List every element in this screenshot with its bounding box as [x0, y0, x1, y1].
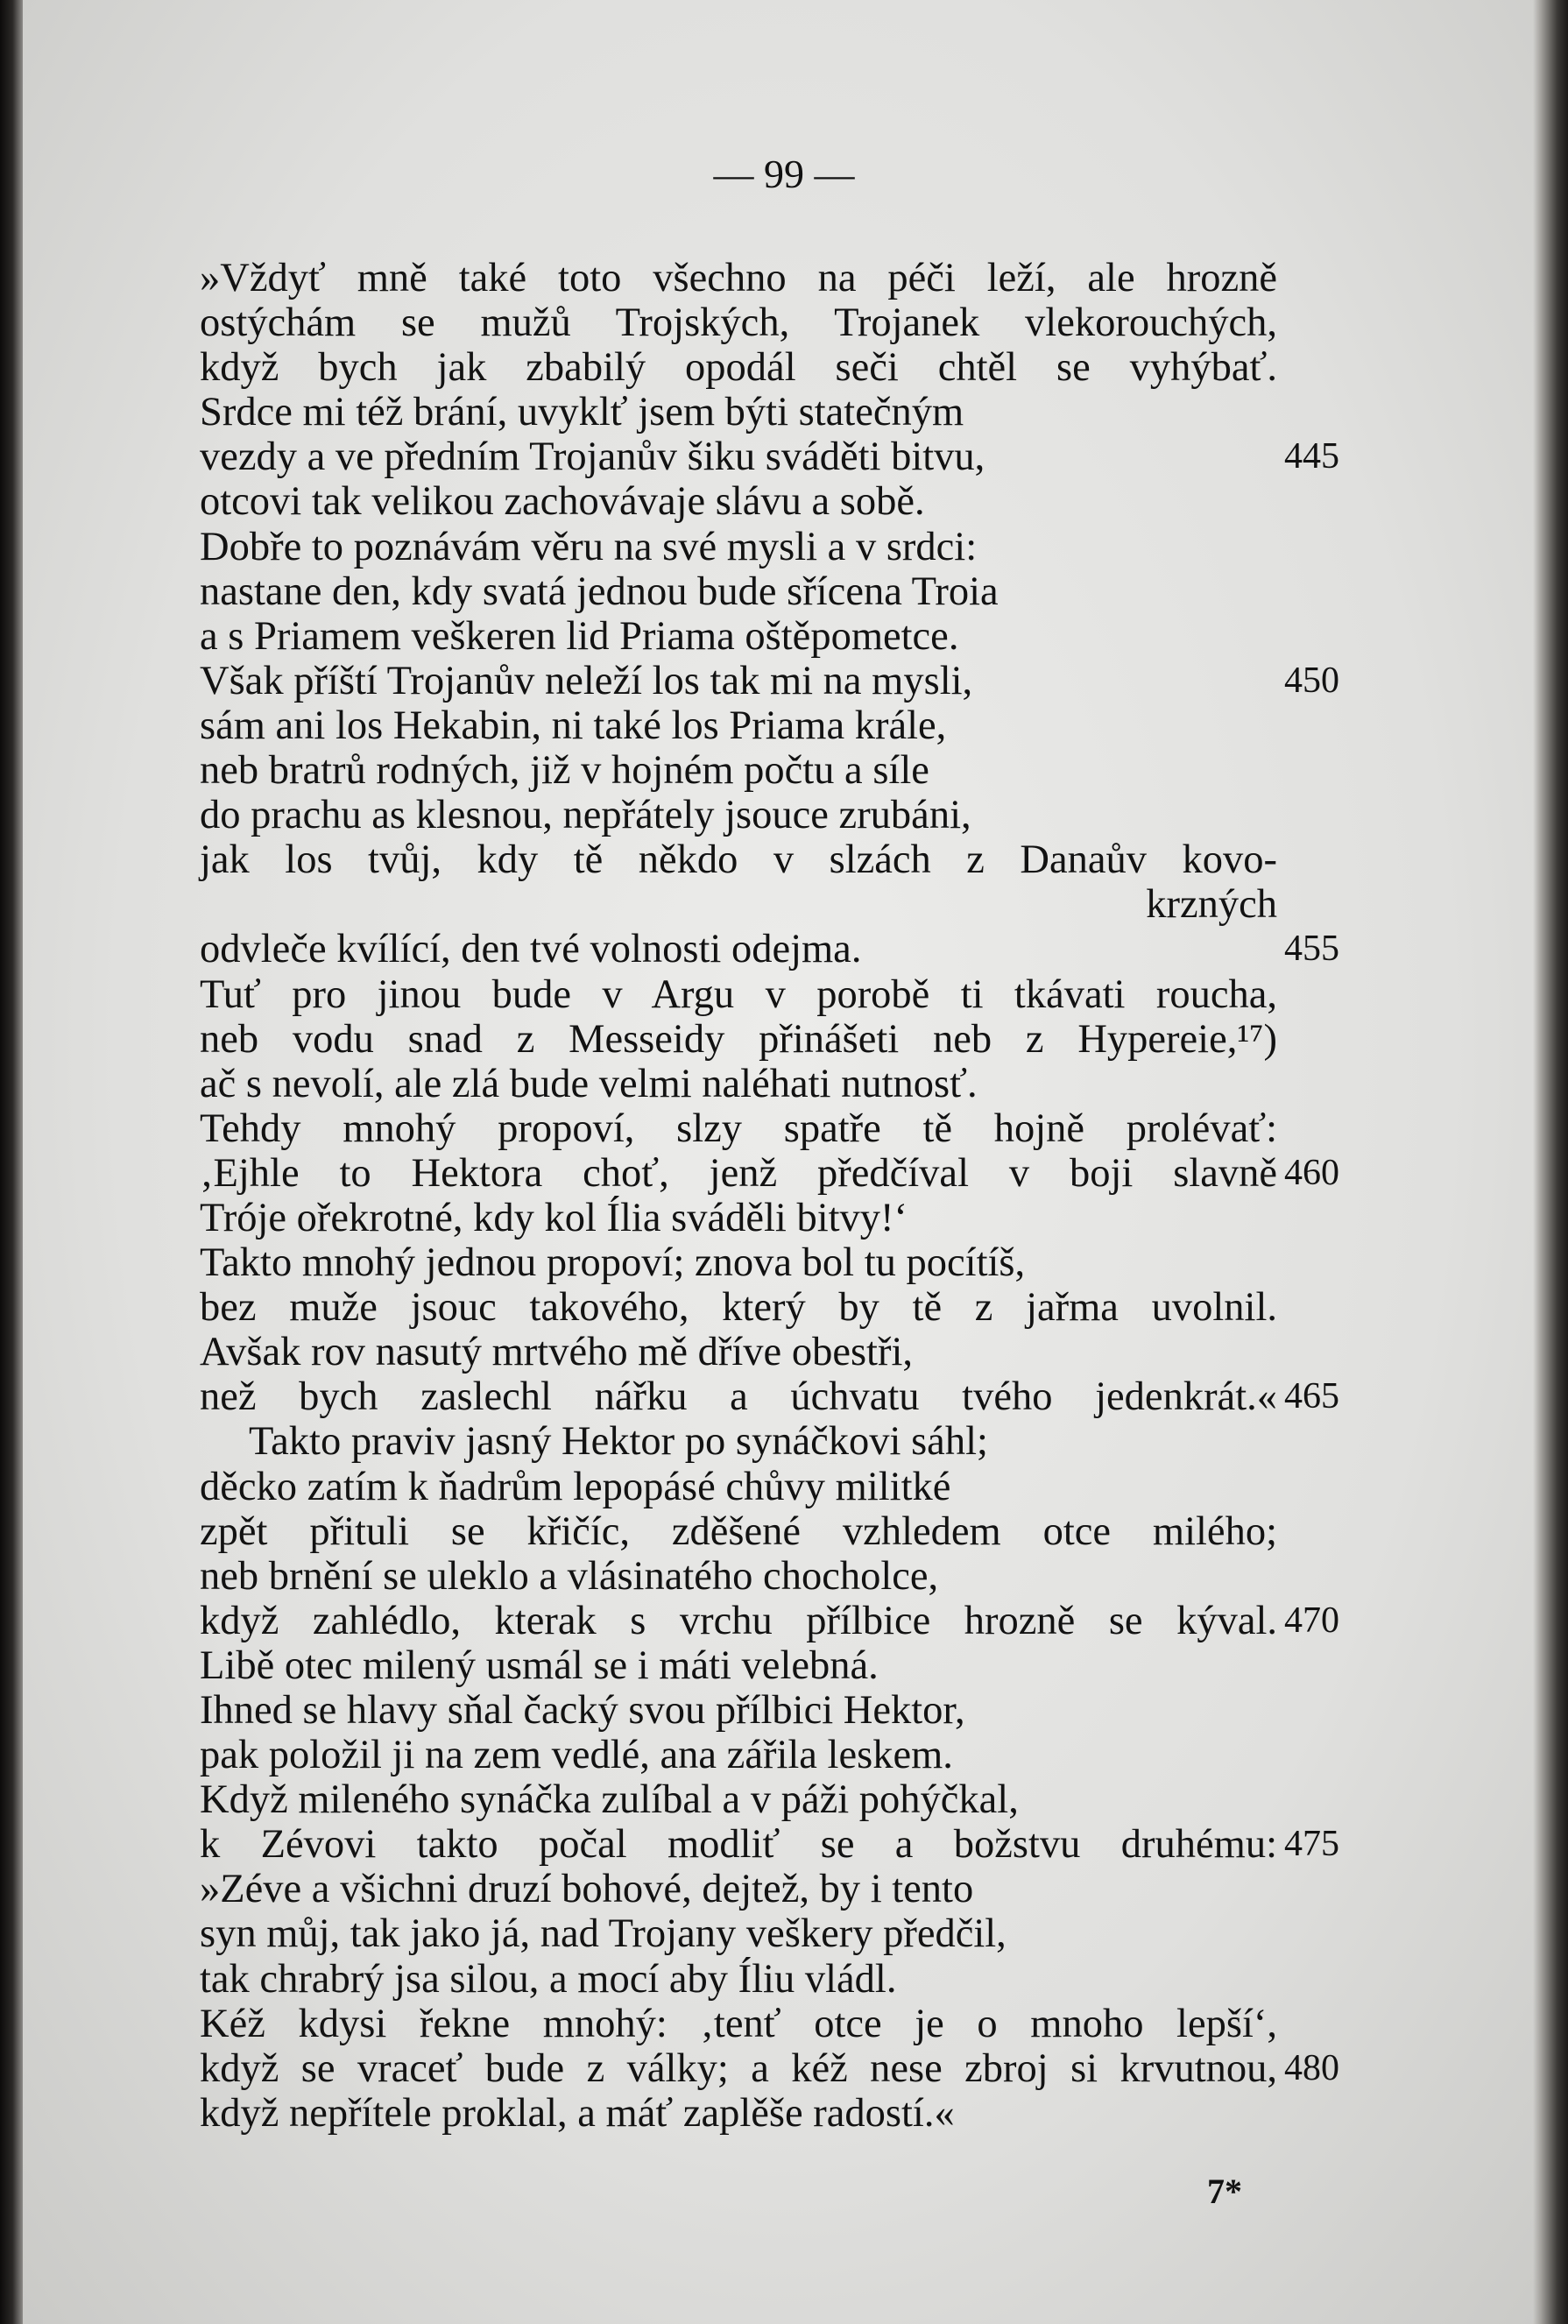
verse-line: [200, 1017, 1568, 1062]
verse-line: [200, 1822, 1568, 1867]
verse-line-text: Takto mnohý jednou propoví; znova bol tu pocítíš,: [200, 1240, 1026, 1286]
verse-line-text: ač s nevolí, ale zlá bude velmi naléhati nutnosť.: [200, 1061, 978, 1106]
verse-line-text: Libě otec milený usmál se i máti velebná.: [200, 1642, 879, 1688]
line-number: 445: [1284, 436, 1339, 477]
verse-line-text: syn můj, tak jako já, nad Trojany veškery předčil,: [200, 1911, 1006, 1957]
line-number: 455: [1284, 929, 1339, 970]
verse-line: [200, 1957, 1568, 2002]
verse-line-text: bez muže jsouc takového, který by tě z jařma uvolnil.: [200, 1285, 1277, 1331]
line-number: 465: [1284, 1376, 1339, 1417]
verse-line-text: ‚Ejhle to Hektora choť, jenž předčíval v boji slavně: [200, 1150, 1277, 1196]
verse-line: [200, 1240, 1568, 1285]
verse-line: [200, 256, 1568, 300]
verse-line: [200, 1554, 1568, 1599]
verse-line-text: »Vždyť mně také toto všechno na péči leží, ale hrozně: [200, 256, 1277, 300]
verse-line-text: ostýchám se mužů Trojských, Trojanek vlekorouchých,: [200, 300, 1277, 346]
verse-line-text: neb vodu snad z Messeidy přinášeti neb z Hypereie,¹⁷): [200, 1016, 1277, 1062]
verse-line-text: do prachu as klesnou, nepřátely jsouce zrubáni,: [200, 793, 971, 838]
verse-line-text: k Zévovi takto počal modliť se a božstvu druhému:: [200, 1822, 1277, 1868]
verse-line: [200, 1196, 1568, 1240]
verse-line: [200, 2046, 1568, 2091]
verse-line-text: sám ani los Hekabin, ni také los Priama krále,: [200, 703, 947, 748]
line-number: 460: [1284, 1152, 1339, 1193]
verse-line: [200, 300, 1568, 345]
verse-line-text: Kéž kdysi řekne mnohý: ‚tenť otce je o mnoho lepší‘,: [200, 2001, 1277, 2046]
verse-line-text: Tehdy mnohý propoví, slzy spatře tě hojně prolévať:: [200, 1105, 1277, 1151]
verse-line-text: když nepřítele proklal, a máť zaplěše radostí.«: [200, 2090, 955, 2136]
verse-line-text: Dobře to poznávám věru na své mysli a v srdci:: [200, 524, 978, 569]
verse-line: [200, 1777, 1568, 1822]
verse-line: [200, 1374, 1568, 1419]
verse-line: [200, 2091, 1568, 2136]
verse-line: [200, 1419, 1568, 1464]
verse-line-text: zpět přituli se křičíc, zděšené vzhledem otce milého;: [200, 1508, 1277, 1554]
verse-line: [200, 1465, 1568, 1509]
verse-line-text: krzných: [1146, 882, 1277, 928]
verse-line: [200, 1285, 1568, 1330]
verse-line: [200, 837, 1568, 882]
verse-line-text: odvleče kvílící, den tvé volnosti odejma.: [200, 927, 862, 972]
verse-line: [200, 703, 1568, 748]
verse-line: [200, 2002, 1568, 2046]
verse-line-text: tak chrabrý jsa silou, a mocí aby Íliu vládl.: [200, 1956, 897, 2002]
verse-line: [200, 345, 1568, 390]
line-number: 470: [1284, 1600, 1339, 1641]
verse-line-text: »Zéve a všichni druzí bohové, dejtež, by i tento: [200, 1867, 974, 1912]
verse-line: [200, 1867, 1568, 1911]
verse-line: [200, 525, 1568, 569]
verse-line: [200, 1643, 1568, 1688]
verse-line: [200, 390, 1568, 434]
verse-line-text: a s Priamem veškeren lid Priama oštěpometce.: [200, 613, 959, 659]
verse-line: [200, 659, 1568, 703]
verse-line-text: když se vraceť bude z války; a kéž nese zbroj si krvutnou,: [200, 2045, 1277, 2091]
line-number: 450: [1284, 660, 1339, 701]
verse-line-text: vezdy a ve předním Trojanův šiku sváděti bitvu,: [200, 434, 985, 480]
verse-line-text: Když mileného synáčka zulíbal a v páži pohýčkal,: [200, 1777, 1019, 1823]
verse-line: [200, 1106, 1568, 1151]
verse-line-text: děcko zatím k ňadrům lepopásé chůvy militké: [200, 1464, 951, 1509]
verse-line: [200, 569, 1568, 614]
verse-line: [200, 1330, 1568, 1374]
line-number: 480: [1284, 2047, 1339, 2088]
line-number: 475: [1284, 1824, 1339, 1865]
verse-line-text: Avšak rov nasutý mrtvého mě dříve obestři,: [200, 1330, 913, 1375]
verse-line: [200, 479, 1568, 524]
verse-line-text: když zahlédlo, kterak s vrchu přílbice hrozně se kýval.: [200, 1598, 1277, 1643]
verse-line-text: Však příští Trojanův neleží los tak mi na mysli,: [200, 658, 973, 703]
verse-line-text: jak los tvůj, kdy tě někdo v slzách z Danaův kovo-: [200, 837, 1277, 883]
verse-line-text: pak položil ji na zem vedlé, ana zářila leskem.: [200, 1733, 953, 1778]
verse-line: [200, 927, 1568, 971]
printer-signature-mark: 7*: [1207, 2172, 1242, 2211]
verse-line: [200, 1733, 1568, 1777]
verse-line: [200, 1062, 1568, 1106]
verse-line-text: nastane den, kdy svatá jednou bude sřícena Troia: [200, 569, 999, 614]
verse-line-text: neb bratrů rodných, již v hojném počtu a síle: [200, 748, 929, 794]
verse-line-text: Srdce mi též brání, uvyklť jsem býti statečným: [200, 390, 964, 435]
verse-text-block: [200, 256, 1568, 2136]
verse-line-text: otcovi tak velikou zachovávaje slávu a sobě.: [200, 479, 925, 525]
verse-line: [200, 793, 1568, 837]
verse-line: [200, 1688, 1568, 1733]
verse-line: [200, 1911, 1568, 1956]
verse-line: [200, 882, 1568, 927]
verse-line: [200, 1599, 1568, 1643]
verse-line-text: Tuť pro jinou bude v Argu v porobě ti tkávati roucha,: [200, 971, 1277, 1017]
verse-line-text: než bych zaslechl nářku a úchvatu tvého jedenkrát.«: [200, 1374, 1277, 1420]
verse-line: [200, 1151, 1568, 1196]
verse-line-text: Takto praviv jasný Hektor po synáčkovi sáhl;: [249, 1419, 988, 1465]
verse-line: [200, 1509, 1568, 1554]
verse-line: [200, 972, 1568, 1017]
page-edge-shadow-left: [0, 0, 23, 2324]
verse-line-text: Ihned se hlavy sňal čacký svou přílbici Hektor,: [200, 1688, 965, 1733]
verse-line-text: Tróje ořekrotné, kdy kol Ília sváděli bitvy!‘: [200, 1195, 908, 1240]
verse-line-text: neb brnění se uleklo a vlásinatého chocholce,: [200, 1553, 939, 1599]
verse-line: [200, 614, 1568, 659]
verse-line: [200, 434, 1568, 479]
page-number: — 99 —: [713, 152, 855, 196]
verse-line-text: když bych jak zbabilý opodál seči chtěl se vyhýbať.: [200, 345, 1277, 391]
verse-line: [200, 748, 1568, 793]
